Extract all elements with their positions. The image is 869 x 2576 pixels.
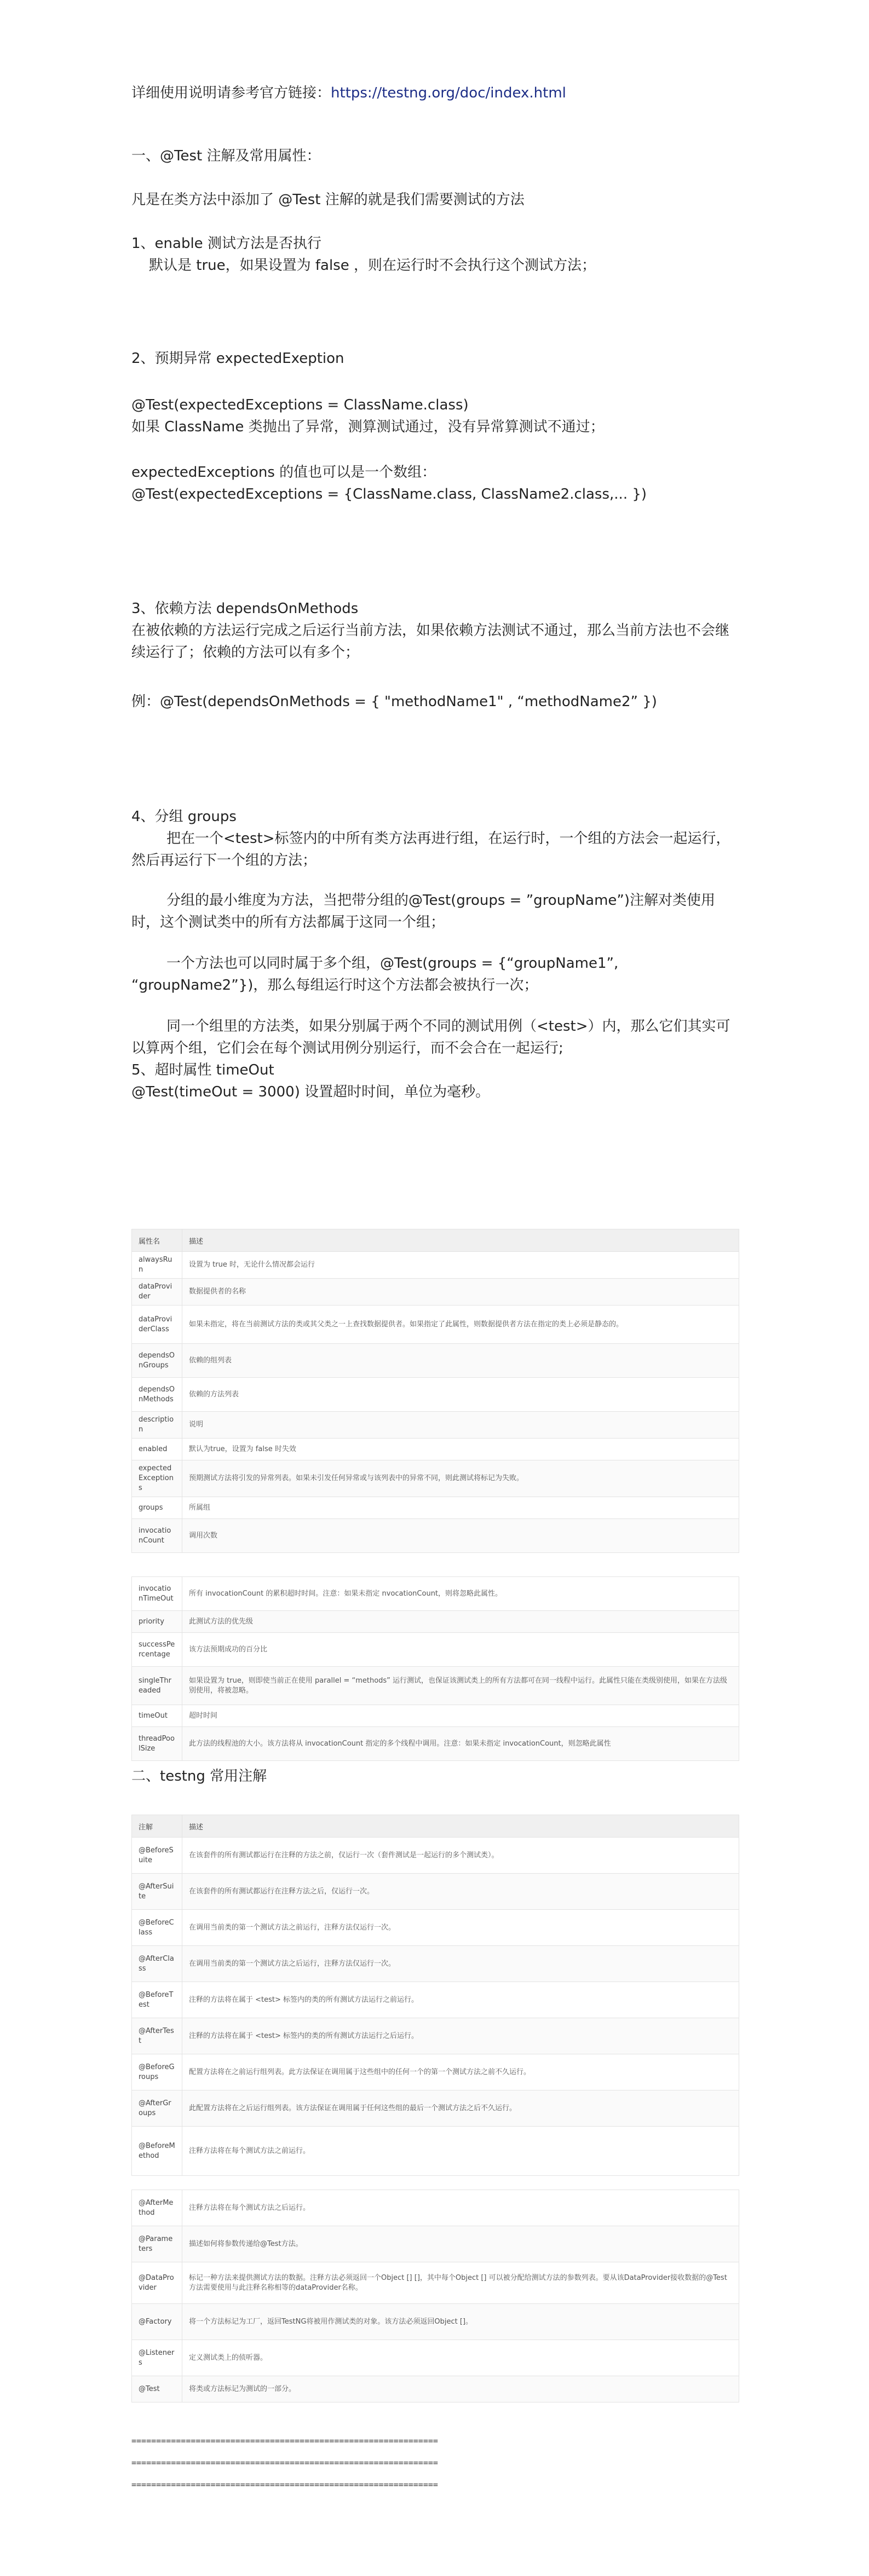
depends-title: 3、依赖方法 dependsOnMethods [131,600,359,617]
annotation-name: @AfterTest [132,2018,182,2054]
table-row [132,1910,739,1946]
attr-name: groups [132,1497,182,1519]
table-row [132,2054,739,2090]
annotation-desc: 注释的方法将在属于 <test> 标签内的类的所有测试方法运行之后运行。 [182,2018,739,2054]
attr-name: dependsOnMethods [132,1378,182,1412]
annotation-desc: 将类或方法标记为测试的一部分。 [182,2376,739,2402]
attr-desc: 数据提供者的名称 [182,1279,739,1306]
annotation-name: @AfterSuite [132,1874,182,1910]
attr-desc: 此测试方法的优先级 [182,1611,739,1633]
table-row [132,1252,739,1279]
attr-desc: 超时时间 [182,1705,739,1727]
annotation-desc: 注释方法将在每个测试方法之后运行。 [182,2190,739,2226]
groups-title: 4、分组 groups [131,808,237,825]
depends-desc: 在被依赖的方法运行完成之后运行当前方法，如果依赖方法测试不通过，那么当前方法也不会继续运行了；依赖的方法可以有多个； [131,622,730,661]
attr-name: singleThreaded [132,1667,182,1705]
table-row [132,1497,739,1519]
annotation-name: @Listeners [132,2340,182,2376]
annotation-desc: 在调用当前类的第一个测试方法之后运行，注释方法仅运行一次。 [182,1946,739,1982]
attr-desc: 此方法的线程池的大小。该方法将从 invocationCount 指定的多个线程中调用。注意：如果未指定 invocationCount，则忽略此属性 [182,1727,739,1761]
table-header-cell: 描述 [182,1815,739,1838]
table-header-cell: 注解 [132,1815,182,1838]
annotation-desc: 在该套件的所有测试都运行在注释的方法之前，仅运行一次（套件测试是一起运行的多个测试类）。 [182,1838,739,1874]
intro-prefix: 详细使用说明请参考官方链接： [131,85,331,101]
test-annotation-desc: 凡是在类方法中添加了 @Test 注解的就是我们需要测试的方法 [131,192,525,208]
attr-desc: 所属组 [182,1497,739,1519]
section1-heading: 一、@Test 注解及常用属性： [131,148,321,164]
groups-desc4: 同一个组里的方法类，如果分别属于两个不同的测试用例（<test>）内，那么它们其实可以算两个组，它们会在每个测试用例分别运行，而不会合在一起运行; [131,1018,730,1056]
section2-heading: 二、testng 常用注解 [131,1768,267,1784]
timeout-desc: @Test(timeOut = 3000) 设置超时时间，单位为毫秒。 [131,1084,490,1100]
annotation-desc: 标记一种方法来提供测试方法的数据。注释方法必须返回一个Object [] []，其中每个Object [] 可以被分配给测试方法的参数列表。要从该DataProvider接收数据的@Test方法需要使用与此注释名称相等的dataProvider名称。 [182,2262,739,2304]
attr-name: description [132,1412,182,1439]
table-row [132,1727,739,1761]
intro-line [131,82,566,104]
attr-desc: 预期测试方法将引发的异常列表。如果未引发任何异常或与该列表中的异常不同，则此测试将标记为失败。 [182,1460,739,1497]
groups-desc3: 一个方法也可以同时属于多个组，@Test(groups = {“groupName1”, “groupName2”})，那么每组运行时这个方法都会被执行一次； [131,955,619,994]
table-row [132,1611,739,1633]
attr-desc: 说明 [182,1412,739,1439]
annotation-name: @AfterGroups [132,2090,182,2127]
annotation-name: @AfterMethod [132,2190,182,2226]
attr-desc: 设置为 true 时，无论什么情况都会运行 [182,1252,739,1279]
expected-exception-code1: @Test(expectedExceptions = ClassName.class) [131,397,469,413]
table-row [132,1667,739,1705]
expected-exception-desc2: expectedExceptions 的值也可以是一个数组： [131,464,436,481]
timeout-title: 5、超时属性 timeOut [131,1062,274,1078]
table-row [132,1306,739,1344]
table-row [132,1344,739,1378]
annotation-name: @BeforeSuite [132,1838,182,1874]
table-row [132,1439,739,1460]
table-row [132,2262,739,2304]
table-header-cell: 描述 [182,1229,739,1252]
groups-desc1: 把在一个<test>标签内的中所有类方法再进行组，在运行时，一个组的方法会一起运行，然后再运行下一个组的方法； [131,830,730,869]
table-row [132,2304,739,2340]
attr-name: priority [132,1611,182,1633]
table-row [132,1412,739,1439]
table-header-row [132,1229,739,1252]
annotation-desc: 将一个方法标记为工厂，返回TestNG将被用作测试类的对象。该方法必须返回Object []。 [182,2304,739,2340]
table-row [132,1874,739,1910]
annotation-desc: 配置方法将在之前运行组列表。此方法保证在调用属于这些组中的任何一个的第一个测试方法之前不久运行。 [182,2054,739,2090]
annotation-desc: 定义测试类上的侦听器。 [182,2340,739,2376]
attr-name: timeOut [132,1705,182,1727]
table-row [132,2340,739,2376]
attr-name: dependsOnGroups [132,1344,182,1378]
annotation-desc: 此配置方法将在之后运行组列表。该方法保证在调用属于任何这些组的最后一个测试方法之后不久运行。 [182,2090,739,2127]
attr-desc: 该方法预期成功的百分比 [182,1633,739,1667]
test-attributes-table-2 [131,1576,739,1761]
expected-exception-desc1: 如果 ClassName 类抛出了异常，测算测试通过，没有异常算测试不通过； [131,419,605,435]
attr-name: alwaysRun [132,1252,182,1279]
annotation-name: @BeforeMethod [132,2127,182,2176]
table-row [132,1577,739,1611]
attr-name: dataProvider [132,1279,182,1306]
separator-line: ============================================================== [131,2458,438,2468]
annotation-desc: 注释方法将在每个测试方法之前运行。 [182,2127,739,2176]
table-row [132,1946,739,1982]
table-row [132,1519,739,1553]
attr-desc: 所有 invocationCount 的累积超时时间。注意：如果未指定 nvocationCount，则将忽略此属性。 [182,1577,739,1611]
table-row [132,1838,739,1874]
table-row [132,1279,739,1306]
table-row [132,1705,739,1727]
test-attributes-table-1 [131,1229,739,1553]
attr-desc: 调用次数 [182,1519,739,1553]
depends-example: 例：@Test(dependsOnMethods = { "methodName1" , “methodName2” }) [131,694,657,710]
table-row [132,1378,739,1412]
annotation-name: @DataProvider [132,2262,182,2304]
table-row [132,1982,739,2018]
table-row [132,2018,739,2054]
table-row [132,2090,739,2127]
annotation-name: @BeforeClass [132,1910,182,1946]
expected-exception-title: 2、预期异常 expectedExeption [131,350,344,367]
table-row [132,2190,739,2226]
attr-name: dataProviderClass [132,1306,182,1344]
annotation-desc: 在该套件的所有测试都运行在注释方法之后，仅运行一次。 [182,1874,739,1910]
annotations-table-2 [131,2190,739,2402]
attr-desc: 依赖的组列表 [182,1344,739,1378]
enable-title: 1、enable 测试方法是否执行 [131,235,321,252]
groups-desc2: 分组的最小维度为方法，当把带分组的@Test(groups = ”groupName”)注解对类使用时，这个测试类中的所有方法都属于这同一个组； [131,892,716,931]
attr-name: invocationCount [132,1519,182,1553]
table-row [132,2226,739,2262]
attr-name: invocationTimeOut [132,1577,182,1611]
table-row [132,1633,739,1667]
annotation-name: @AfterClass [132,1946,182,1982]
table-header-cell: 属性名 [132,1229,182,1252]
annotation-desc: 注释的方法将在属于 <test> 标签内的类的所有测试方法运行之前运行。 [182,1982,739,2018]
attr-name: expectedExceptions [132,1460,182,1497]
attr-name: successPercentage [132,1633,182,1667]
table-header-row [132,1815,739,1838]
attr-desc: 如果设置为 true，则即使当前正在使用 parallel = “methods” 运行测试，也保证该测试类上的所有方法都可在同一线程中运行。此属性只能在类级别使用，如果在方法级别使用，将被忽略。 [182,1667,739,1705]
enable-desc: 默认是 true，如果设置为 false ，则在运行时不会执行这个测试方法； [149,257,596,274]
expected-exception-code2: @Test(expectedExceptions = {ClassName.class, ClassName2.class,... }) [131,486,647,503]
annotation-name: @BeforeGroups [132,2054,182,2090]
annotation-desc: 描述如何将参数传递给@Test方法。 [182,2226,739,2262]
attr-name: threadPoolSize [132,1727,182,1761]
annotation-name: @Test [132,2376,182,2402]
testng-doc-link[interactable]: https://testng.org/doc/index.html [331,85,566,101]
separator-line: ============================================================== [131,2436,438,2446]
attr-desc: 默认为true，设置为 false 时失效 [182,1439,739,1460]
attr-name: enabled [132,1439,182,1460]
annotation-name: @Parameters [132,2226,182,2262]
table-row [132,1460,739,1497]
annotation-desc: 在调用当前类的第一个测试方法之前运行，注释方法仅运行一次。 [182,1910,739,1946]
table-row [132,2127,739,2176]
annotation-name: @BeforeTest [132,1982,182,2018]
attr-desc: 依赖的方法列表 [182,1378,739,1412]
attr-desc: 如果未指定，将在当前测试方法的类或其父类之一上查找数据提供者。如果指定了此属性，则数据提供者方法在指定的类上必须是静态的。 [182,1306,739,1344]
annotation-name: @Factory [132,2304,182,2340]
table-row [132,2376,739,2402]
annotations-table-1 [131,1815,739,2176]
separator-line: ============================================================== [131,2480,438,2490]
